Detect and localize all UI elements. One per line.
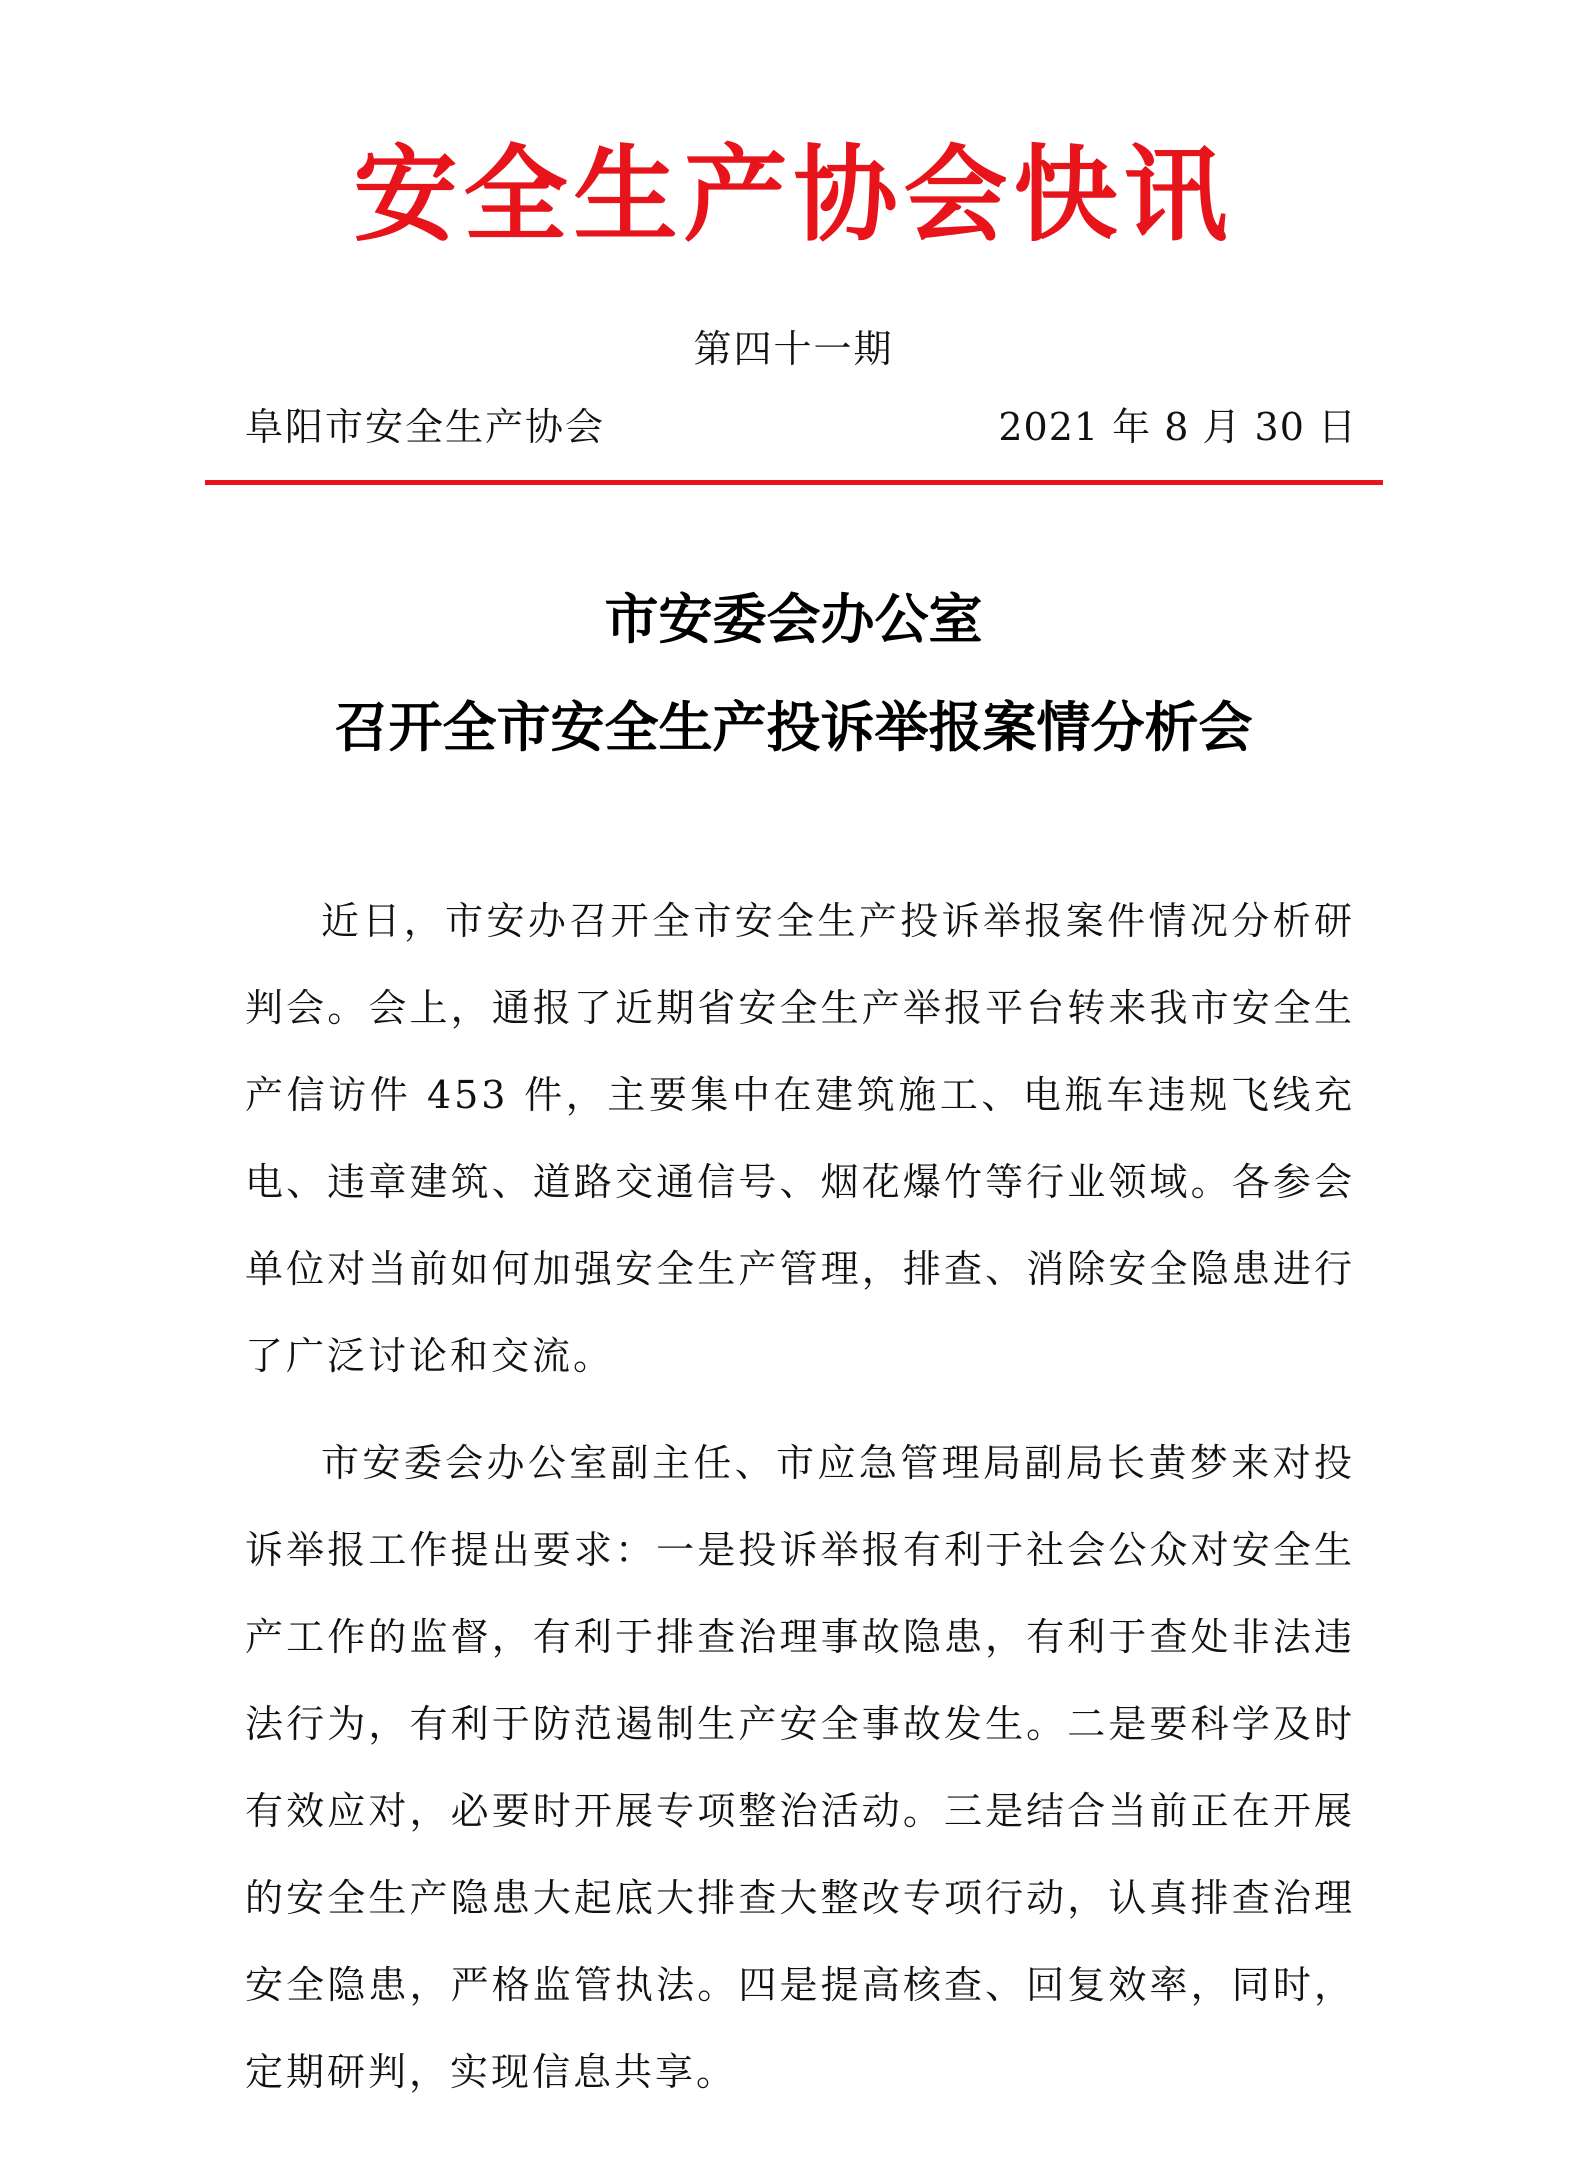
masthead-title: 安全生产协会快讯 [353,134,1234,256]
header-divider [205,480,1383,485]
issue-number: 第四十一期 [693,327,894,371]
article-title-line-1: 市安委会办公室 [604,588,983,651]
article-title-line-2: 召开全市安全生产投诉举报案情分析会 [334,696,1253,759]
article-paragraph: 近日，市安办召开全市安全生产投诉举报案件情况分析研判会。会上，通报了近期省安全生产举报平台转来我市安全生产信访件 453 件，主要集中在建筑施工、电瓶车违规飞线充电、违章建筑、道路交通信号、烟花爆竹等行业领域。各参会单位对当前如何加强安全生产管理，排查、消除安全隐患进行了广泛讨论和交流。 [245,899,1355,1378]
publisher-name: 阜阳市安全生产协会 [245,405,606,449]
publish-date: 2021 年 8 月 30 日 [998,405,1357,449]
article-paragraph: 市安委会办公室副主任、市应急管理局副局长黄梦来对投诉举报工作提出要求：一是投诉举报有利于社会公众对安全生产工作的监督，有利于排查治理事故隐患，有利于查处非法违法行为，有利于防范遏制生产安全事故发生。二是要科学及时有效应对，必要时开展专项整治活动。三是结合当前正在开展的安全生产隐患大起底大排查大整改专项行动，认真排查治理安全隐患，严格监管执法。四是提高核查、回复效率，同时，定期研判，实现信息共享。 [245,1441,1355,2094]
